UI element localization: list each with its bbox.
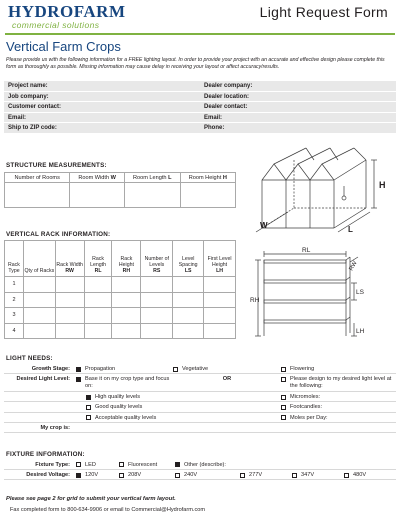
option-flowering[interactable]: Flowering [281,364,396,372]
info-row [4,113,396,124]
rack-cell[interactable] [173,277,204,293]
table-row [5,183,236,208]
logo-text: HYDROFARM [8,2,126,21]
rack-cell[interactable] [84,323,112,339]
rack-cell[interactable] [84,292,112,308]
column-header: Number of Rooms [5,173,70,183]
table-row [5,308,236,324]
quality-row [4,392,396,402]
rack-row-number: 1 [5,277,24,293]
option-design-level[interactable]: Please design to my desired light level at the following: [281,374,396,390]
brand-logo [8,2,126,22]
column-header: First Level Height LH [204,241,236,277]
quality-row [4,413,396,423]
checkbox-checked[interactable] [76,377,81,382]
checkbox[interactable] [281,395,286,400]
rack-length-label: RL [302,247,311,254]
option-480v[interactable]: 480V [344,472,366,478]
rack-cell[interactable] [204,277,236,293]
option-other[interactable]: Other (describe): [175,462,226,468]
email-link[interactable]: Commercial@Hydrofarm.com [131,507,206,513]
structure-table [4,172,236,208]
crop-input[interactable] [76,423,396,425]
checkbox[interactable] [240,473,245,478]
dealer-company-field[interactable]: Dealer company: [204,83,253,89]
option-277v[interactable]: 277V [240,472,292,478]
column-header: Rack Length RL [84,241,112,277]
table-header-row [5,173,236,183]
option-347v[interactable]: 347V [292,472,344,478]
rack-cell[interactable] [141,308,173,324]
greenhouse-diagram [248,146,396,244]
rack-cell[interactable] [112,308,141,324]
footer-note: Please see page 2 for grid to submit your vertical farm layout. [6,496,176,502]
rack-cell[interactable] [23,323,55,339]
level-spacing-label: LS [356,289,364,296]
option-120v[interactable]: 120V [76,472,119,478]
length-label: L [348,225,353,234]
rack-row-number: 3 [5,308,24,324]
checkbox[interactable] [173,367,178,372]
rack-cell[interactable] [55,308,84,324]
rack-cell[interactable] [141,323,173,339]
fax-number: 800-634-9906 [67,507,103,513]
option-fluorescent[interactable]: Fluorescent [119,462,175,468]
column-header: Room Length L [124,173,180,183]
table-header-row [5,241,236,277]
desired-level-label: Desired Light Level: [16,376,70,383]
ship-zip-field[interactable]: Ship to ZIP code: [8,125,57,131]
voltage-label: Desired Voltage: [26,471,70,478]
dealer-phone-field[interactable]: Phone: [204,125,225,131]
crop-label: My crop is: [40,424,70,431]
page-title: Vertical Farm Crops [6,39,121,54]
fixture-type-label: Fixture Type: [35,461,70,468]
fax-line [10,507,205,513]
job-company-field[interactable]: Job company: [8,93,49,100]
checkbox[interactable] [86,415,91,420]
option-vegetative[interactable]: Vegetative [173,364,281,372]
rack-width-label: RW [348,260,359,272]
light-needs-heading: LIGHT NEEDS: [6,355,53,362]
rack-cell[interactable] [204,323,236,339]
logo-subtitle: commercial solutions [12,20,100,30]
checkbox-checked[interactable] [76,473,81,478]
rack-cell[interactable] [55,277,84,293]
rack-cell[interactable] [204,292,236,308]
structure-heading: STRUCTURE MEASUREMENTS: [6,162,107,169]
column-header: Qty of Racks [23,241,55,277]
rack-cell[interactable] [84,308,112,324]
option-acceptable-quality[interactable]: Acceptable quality levels [76,413,281,421]
checkbox[interactable] [281,405,286,410]
form-title: Light Request Form [259,4,388,20]
column-header: Room Height H [180,173,235,183]
rack-height-label: RH [250,297,260,304]
customer-contact-field[interactable]: Customer contact: [8,104,62,110]
fax-prefix: Fax completed form to [10,507,66,513]
checkbox-checked[interactable] [76,367,81,372]
voltage-row [4,470,396,480]
dealer-contact-field[interactable]: Dealer contact: [204,104,248,110]
project-name-field[interactable]: Project name: [8,83,48,89]
checkbox[interactable] [281,367,286,372]
rack-cell[interactable] [141,277,173,293]
option-208v[interactable]: 208V [119,472,175,478]
width-label: W [260,221,268,230]
dealer-location-field[interactable]: Dealer location: [204,93,250,100]
option-led[interactable]: LED [76,462,119,468]
rack-diagram [250,244,390,344]
rack-heading: VERTICAL RACK INFORMATION: [6,231,111,238]
rack-cell[interactable] [23,277,55,293]
rack-cell[interactable] [55,323,84,339]
first-level-height-label: LH [356,328,365,335]
rack-cell[interactable] [84,277,112,293]
column-header: Rack Height RH [112,241,141,277]
column-header: Number of Levels RS [141,241,173,277]
height-label: H [379,180,386,190]
customer-email-field[interactable]: Email: [8,114,27,121]
rack-cell[interactable] [112,277,141,293]
email-prefix: or email to [103,507,130,513]
dealer-email-field[interactable]: Email: [204,114,223,121]
column-header: Room Width W [70,173,124,183]
checkbox[interactable] [86,405,91,410]
fixture-block [4,460,396,480]
info-row [4,102,396,113]
quality-row [4,402,396,412]
desired-level-row [4,374,396,392]
rack-table [4,240,236,339]
micromoles-field[interactable]: Micromoles: [281,392,396,400]
rack-row-number: 2 [5,292,24,308]
info-row [4,81,396,92]
moles-per-day-field[interactable]: Moles per Day: [281,413,396,421]
room-length-input[interactable] [124,183,180,208]
column-header: Rack Type [5,241,24,277]
checkbox[interactable] [344,473,349,478]
column-header: Rack Width RW [55,241,84,277]
intro-paragraph: Please provide us with the following information for a FREE lighting layout. In order to provide your project with an accurate and effective design please complete this form as thoroughly as possible. Missing information may cause delay in receiving your layout or affect accuracy/results. [6,57,385,70]
rack-cell[interactable] [173,323,204,339]
project-info-block [4,81,396,134]
checkbox[interactable] [281,415,286,420]
option-good-quality[interactable]: Good quality levels [76,402,281,410]
rack-cell[interactable] [112,323,141,339]
checkbox-checked[interactable] [86,395,91,400]
footcandles-field[interactable]: Footcandles: [281,402,396,410]
table-row [5,292,236,308]
checkbox[interactable] [281,377,286,382]
rack-cell[interactable] [23,292,55,308]
rack-cell[interactable] [173,292,204,308]
rack-cell[interactable] [204,308,236,324]
header-divider [5,33,395,35]
option-high-quality[interactable]: High quality levels [76,392,281,400]
rack-cell[interactable] [55,292,84,308]
rack-cell[interactable] [173,308,204,324]
info-row [4,92,396,103]
fixture-type-row [4,460,396,470]
fixture-heading: FIXTURE INFORMATION: [6,451,85,458]
checkbox[interactable] [119,462,124,467]
option-240v[interactable]: 240V [175,472,240,478]
info-row [4,123,396,134]
checkbox[interactable] [292,473,297,478]
checkbox[interactable] [76,462,81,467]
growth-stage-label: Growth Stage: [31,366,70,372]
option-base-on-crop[interactable]: Base it on my crop type and focus on: [76,374,173,390]
table-row [5,323,236,339]
checkbox[interactable] [119,473,124,478]
rack-cell[interactable] [141,292,173,308]
or-text: OR [222,376,232,383]
table-row [5,277,236,293]
crop-row [4,423,396,433]
room-width-input[interactable] [70,183,124,208]
number-of-rooms-input[interactable] [5,183,70,208]
rack-cell[interactable] [112,292,141,308]
growth-stage-row [4,364,396,374]
option-propagation[interactable]: Propagation [76,364,173,372]
light-needs-block [4,364,396,433]
room-height-input[interactable] [180,183,235,208]
checkbox-checked[interactable] [175,462,180,467]
rack-cell[interactable] [23,308,55,324]
rack-row-number: 4 [5,323,24,339]
checkbox[interactable] [175,473,180,478]
column-header: Level Spacing LS [173,241,204,277]
